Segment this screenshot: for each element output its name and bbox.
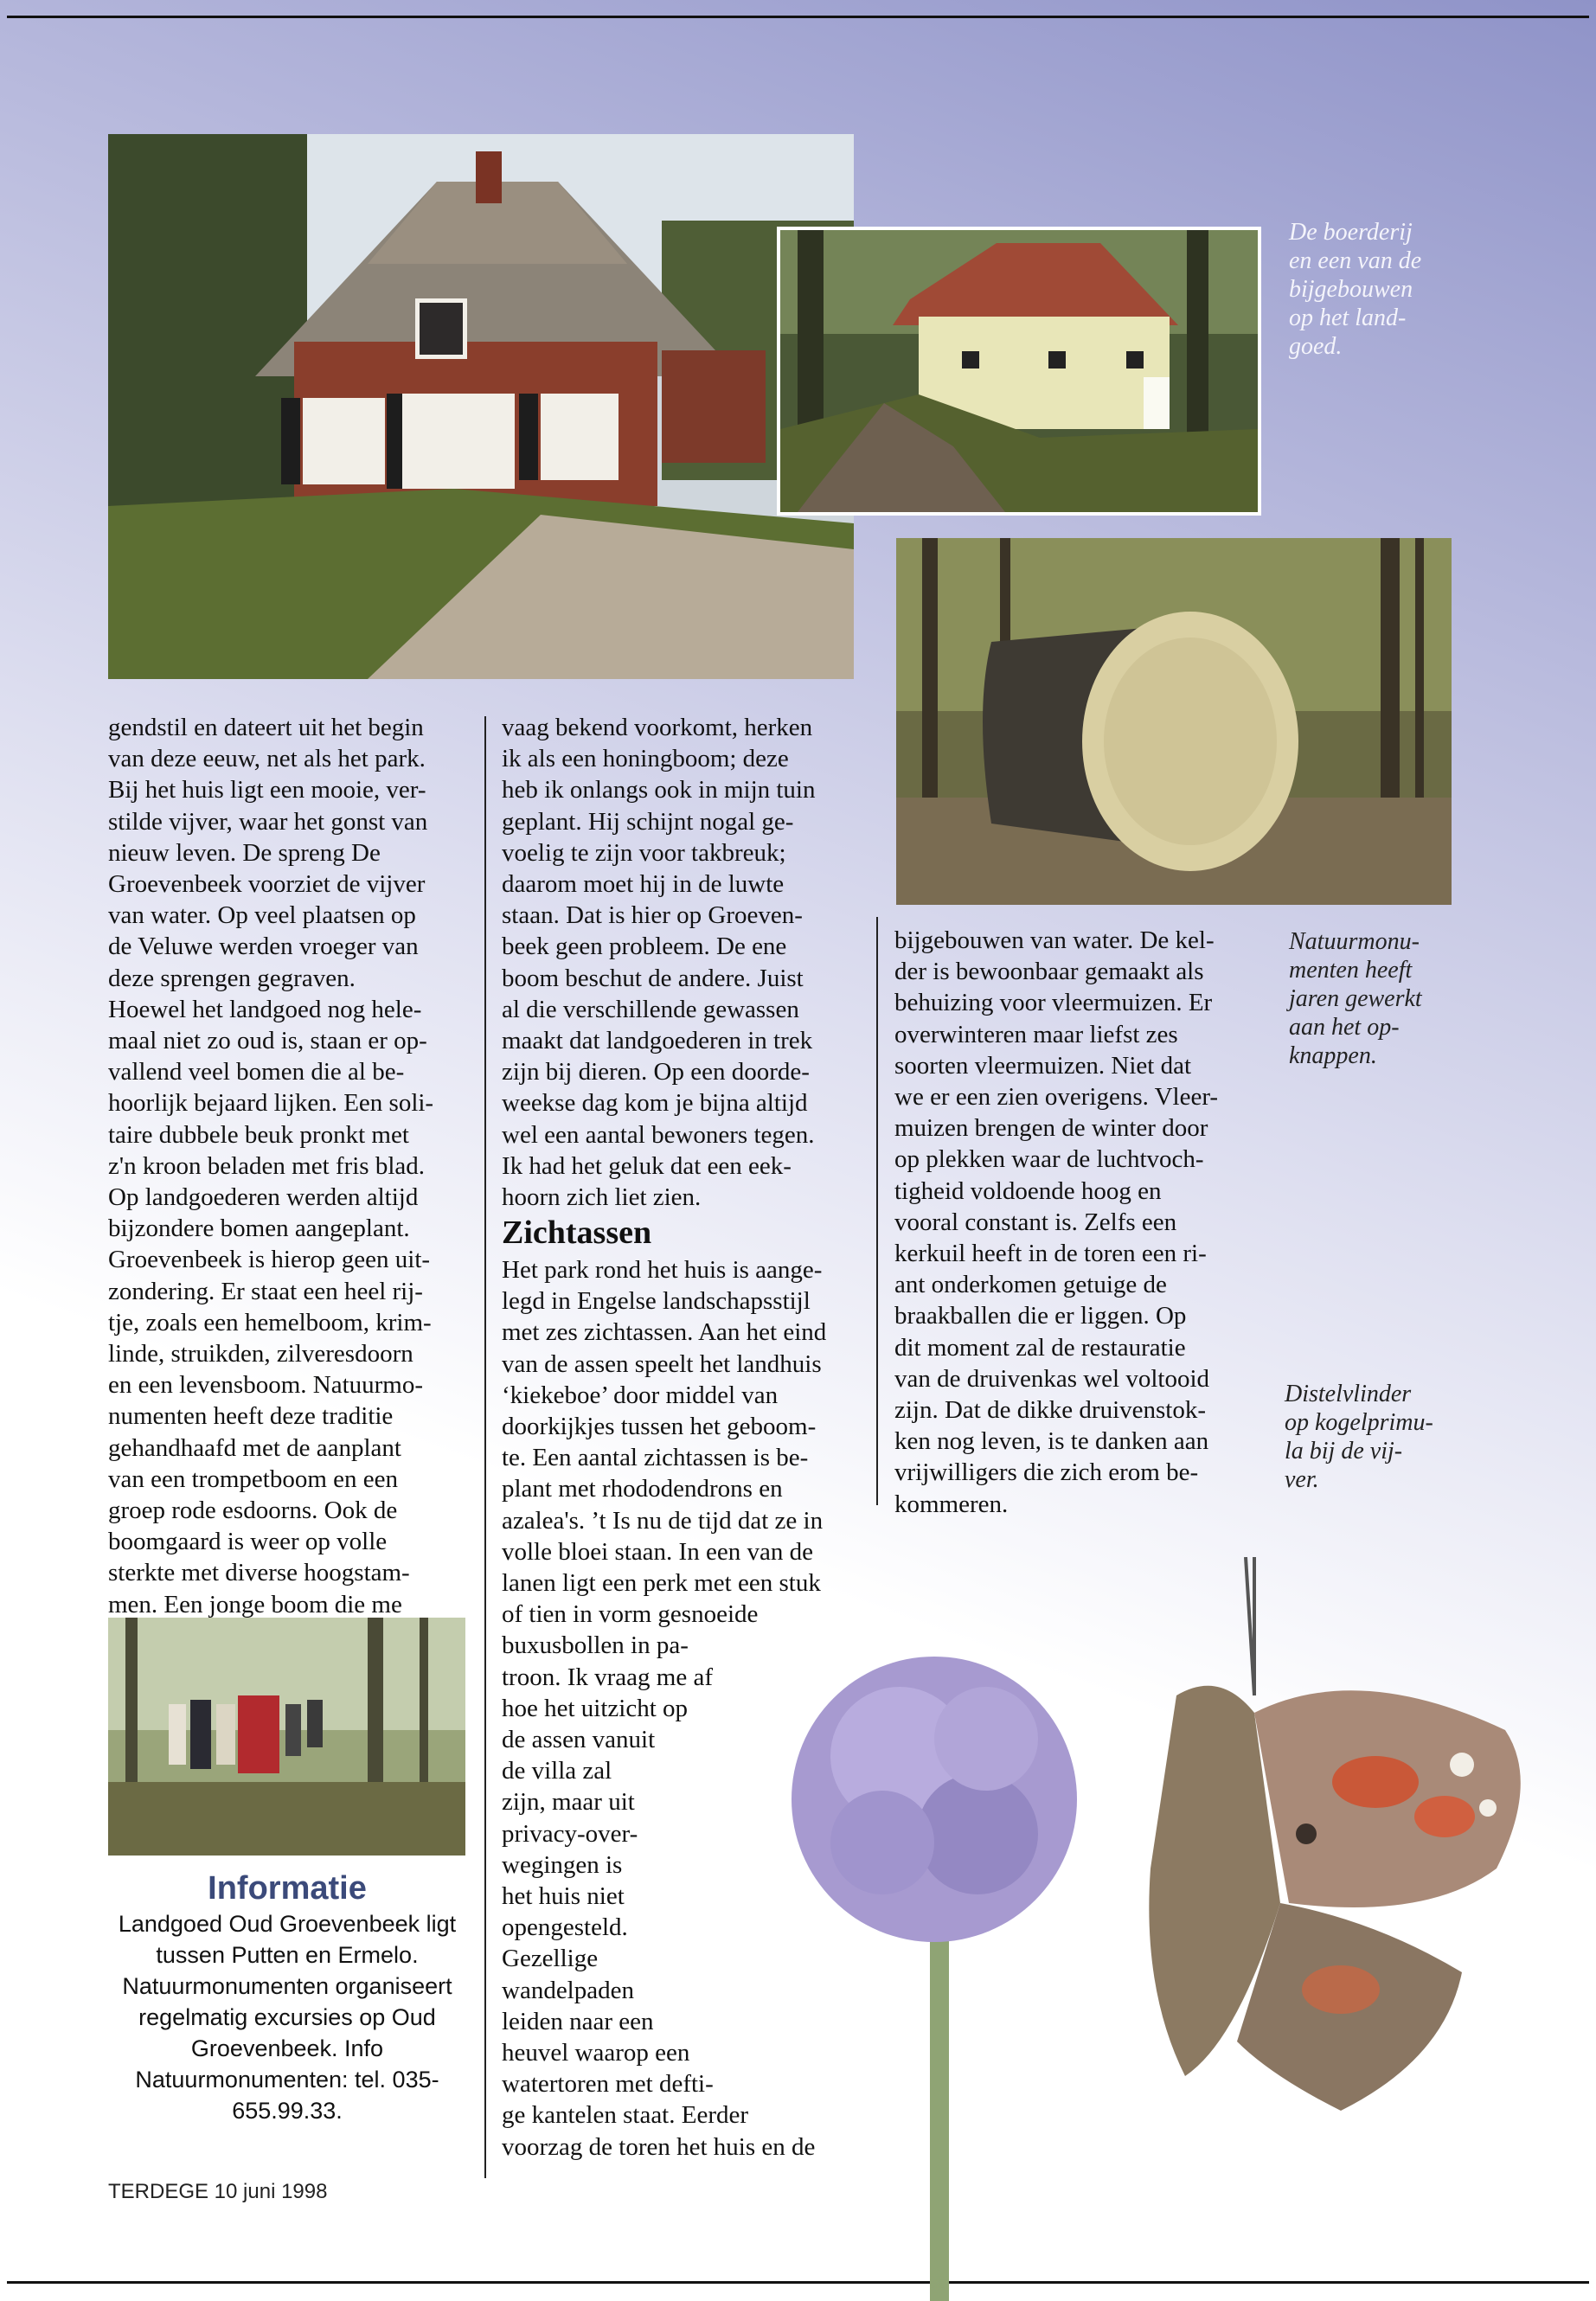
column-2-text-top: vaag bekend voorkomt, herken ik als een honingboom; deze heb ik onlangs ook in mijn tuin geplant. Hij schijnt nogal ge- voelig te zijn voor takbreuk; daarom moet hij in de luwte staan. Dat is hier op Groeven- beek geen probleem. De ene boom beschut de andere. Juist al die verschillende gewassen maakt dat landgoederen in trek zijn bij dieren. Op een doorde- weekse dag kom je bijna altijd wel een aantal bewoners tegen. Ik had het geluk dat een eek- hoorn zich liet zien. xyxy=(502,714,816,1212)
page-footer: TERDEGE 10 juni 1998 xyxy=(108,2180,328,2203)
excursion-photo xyxy=(108,1618,465,1856)
farmhouse-photo xyxy=(108,134,854,679)
information-text: Landgoed Oud Groevenbeek ligt tussen Putten en Ermelo. Natuurmonumenten organiseert regelmatig excursies op Oud Groevenbeek. Info Natuurmonumenten: tel. 035- 655.99.33. xyxy=(118,1911,457,2124)
information-box xyxy=(106,1868,469,2126)
column-2-text-bottom: Het park rond het huis is aange- legd in Engelse landschapsstijl met zes zichtassen. Aan het eind van de assen speelt het landhuis ‘kiekeboe’ door middel van doorkijkjes tussen het geboom- te. Een aantal zichtassen is be- plant met rhododendrons en azalea's. ’t Is nu de tijd dat ze in volle bloei staan. In een van de lanen ligt een perk met een stuk of tien in vorm gesnoeide buxusbollen in pa- troon. Ik vraag me af hoe het uitzicht op de assen vanuit de villa zal zijn, maar uit privacy-over- wegingen is het huis niet opengesteld. Gezellige wandelpaden leiden naar een heuvel waarop een watertoren met defti- ge kantelen staat. Eerder voorzag de toren het huis en de xyxy=(502,1256,827,2161)
outbuilding-photo xyxy=(777,227,1261,516)
column-1-text: gendstil en dateert uit het begin van deze eeuw, net als het park. Bij het huis ligt een mooie, ver- stilde vijver, waar het gonst van nieuw leven. De spreng De Groevenbeek voorziet de vijver van water. Op veel plaatsen op de Veluwe werden vroeger van deze sprengen gegraven. Hoewel het landgoed nog hele- maal niet zo oud is, staan er op- vallend veel bomen die al be- hoorlijk bejaard lijken. Een soli- taire dubbele beuk pronkt met z'n kroon beladen met fris blad. Op landgoederen werden altijd bijzondere bomen aangeplant. Groevenbeek is hierop geen uit- zondering. Er staat een heel rij- tje, zoals een hemelboom, krim- linde, struikden, zilveresdoorn en een levensboom. Natuurmo- numenten heeft deze traditie gehandhaafd met de aanplant van een trompetboom en een groep rode esdoorns. Ook de boomgaard is weer op volle sterkte met diverse hoogstam- men. Een jonge boom die me xyxy=(108,714,434,1618)
column-divider-1 xyxy=(484,716,486,2178)
log-photo xyxy=(896,538,1452,905)
column-3-text: bijgebouwen van water. De kel- der is bewoonbaar gemaakt als behuizing voor vleermuizen. Er overwinteren maar liefst zes soorten vleermuizen. Niet dat we er een zien overigens. Vleer- muizen brengen de winter door op plekken waar de luchtvoch- tigheid voldoende hoog en vooral constant is. Zelfs een kerkuil heeft in de toren een ri- ant onderkomen getuige de braakballen die er liggen. Op dit moment zal de restauratie van de druivenkas wel voltooid zijn. Dat de dikke druivenstok- ken nog leven, is te danken aan vrijwilligers die zich erom be- kommeren. xyxy=(894,926,1219,1518)
information-title: Informatie xyxy=(208,1870,367,1907)
caption-farm: De boerderij en een van de bijgebouwen op het land- goed. xyxy=(1289,219,1422,360)
column-divider-2 xyxy=(876,917,878,1505)
subheading-zichtassen: Zichtassen xyxy=(502,1215,652,1251)
caption-distelvlinder: Distelvlinder op kogelprimu- la bij de vij- ver. xyxy=(1285,1381,1433,1493)
caption-natuurmonumenten: Natuurmonu- menten heeft jaren gewerkt aan het op- knappen. xyxy=(1289,928,1422,1069)
